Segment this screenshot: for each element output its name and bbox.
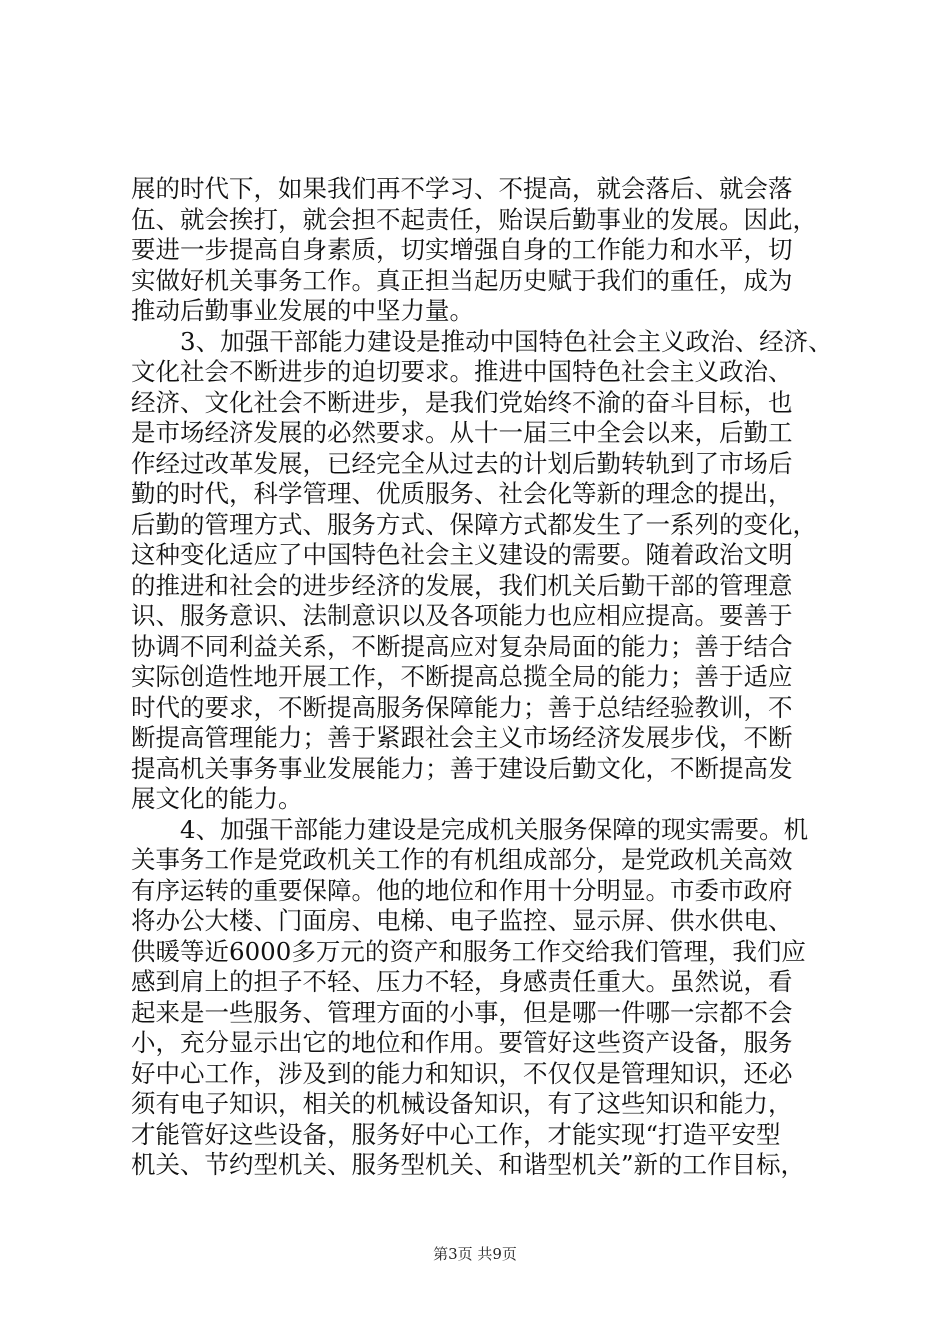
- text-line: 机关、节约型机关、服务型机关、和谐型机关”新的工作目标，: [131, 1150, 806, 1179]
- document-body: [131, 174, 831, 1181]
- text-line: 感到肩上的担子不轻、压力不轻，身感责任重大。虽然说，看: [131, 967, 793, 996]
- text-line: 须有电子知识，相关的机械设备知识，有了这些知识和能力，: [131, 1089, 793, 1118]
- text-line: 推动后勤事业发展的中坚力量。: [131, 296, 474, 325]
- text-line: 协调不同利益关系，不断提高应对复杂局面的能力；善于结合: [131, 631, 793, 661]
- page-number-footer: 第3页 共9页: [433, 1245, 517, 1263]
- text-line: 有序运转的重要保障。他的地位和作用十分明显。市委市政府: [131, 875, 793, 905]
- text-line: 展文化的能力。: [131, 784, 303, 813]
- paragraph-start-line: 4、加强干部能力建设是完成机关服务保障的现实需要。机: [180, 814, 809, 844]
- text-line: 将办公大楼、门面房、电梯、电子监控、显示屏、供水供电、: [131, 906, 793, 935]
- text-line: 要进一步提高自身素质，切实增强自身的工作能力和水平，切: [131, 235, 793, 264]
- text-line: 好中心工作，涉及到的能力和知识，不仅仅是管理知识，还必: [131, 1058, 793, 1088]
- paragraph-start-line: 3、加强干部能力建设是推动中国特色社会主义政治、经济、: [180, 326, 833, 356]
- text-line: 断提高管理能力；善于紧跟社会主义市场经济发展步伐，不断: [131, 723, 793, 752]
- text-line: 识、服务意识、法制意识以及各项能力也应相应提高。要善于: [131, 601, 793, 630]
- text-line: 的推进和社会的进步经济的发展，我们机关后勤干部的管理意: [131, 570, 793, 600]
- text-line: 这种变化适应了中国特色社会主义建设的需要。随着政治文明: [131, 540, 793, 569]
- text-line: 实际创造性地开展工作，不断提高总揽全局的能力；善于适应: [131, 662, 793, 691]
- text-line: 小，充分显示出它的地位和作用。要管好这些资产设备，服务: [131, 1028, 793, 1057]
- text-line: 起来是一些服务、管理方面的小事，但是哪一件哪一宗都不会: [131, 997, 793, 1027]
- text-line: 关事务工作是党政机关工作的有机组成部分，是党政机关高效: [131, 845, 793, 874]
- text-line: 才能管好这些设备，服务好中心工作，才能实现“打造平安型: [131, 1119, 781, 1149]
- text-line: 勤的时代，科学管理、优质服务、社会化等新的理念的提出，: [131, 479, 793, 508]
- text-line: 实做好机关事务工作。真正担当起历史赋于我们的重任，成为: [131, 265, 793, 295]
- text-line: 经济、文化社会不断进步，是我们党始终不渝的奋斗目标，也: [131, 387, 793, 417]
- text-line: 作经过改革发展，已经完全从过去的计划后勤转轨到了市场后: [131, 448, 793, 478]
- text-line: 后勤的管理方式、服务方式、保障方式都发生了一系列的变化，: [131, 509, 817, 539]
- text-line: 提高机关事务事业发展能力；善于建设后勤文化，不断提高发: [131, 753, 793, 783]
- text-line: 是市场经济发展的必然要求。从十一届三中全会以来，后勤工: [131, 418, 793, 447]
- text-line: 文化社会不断进步的迫切要求。推进中国特色社会主义政治、: [131, 357, 793, 386]
- text-line: 伍、就会挨打，就会担不起责任，贻误后勤事业的发展。因此，: [131, 204, 817, 234]
- text-line: 供暖等近6000多万元的资产和服务工作交给我们管理，我们应: [131, 936, 806, 966]
- text-line: 展的时代下，如果我们再不学习、不提高，就会落后、就会落: [131, 174, 793, 203]
- text-line: 时代的要求，不断提高服务保障能力；善于总结经验教训，不: [131, 692, 793, 722]
